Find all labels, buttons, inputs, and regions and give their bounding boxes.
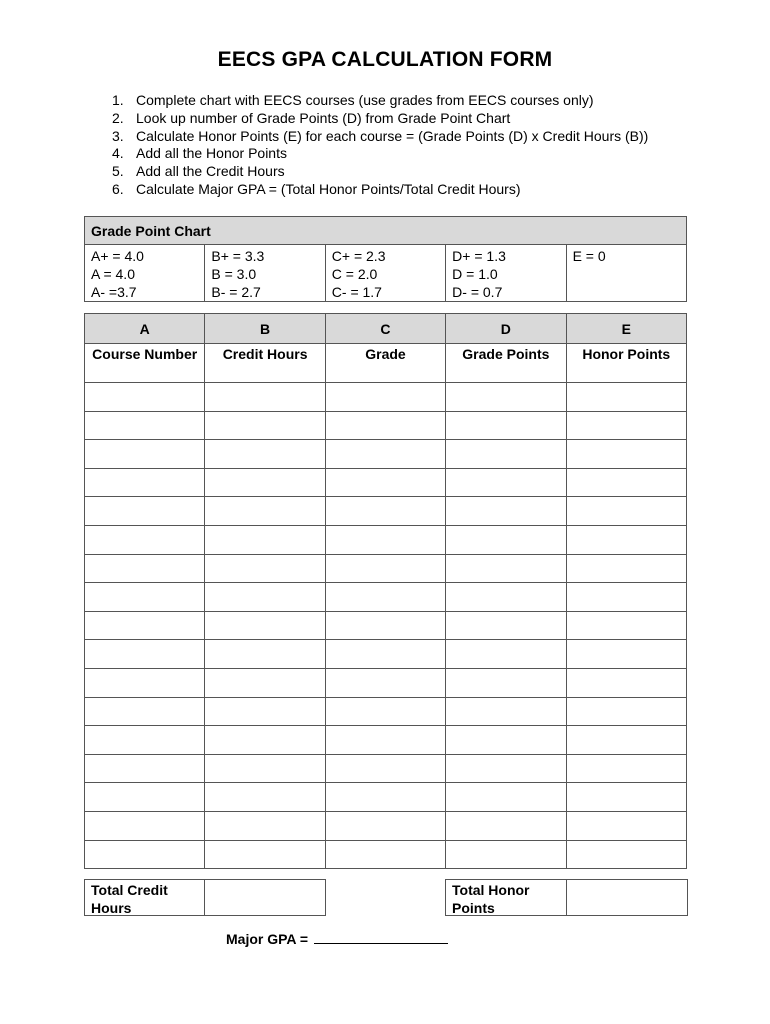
credit-hours-cell[interactable] [205, 726, 325, 755]
grade-points-cell[interactable] [446, 554, 566, 583]
grade-chart-column-a [85, 245, 205, 302]
instruction-item [112, 92, 648, 110]
honor-points-cell[interactable] [566, 668, 686, 697]
table-row [85, 668, 687, 697]
instruction-number: 6. [112, 180, 124, 197]
table-row [85, 811, 687, 840]
credit-hours-cell[interactable] [205, 611, 325, 640]
credit-hours-cell[interactable] [205, 754, 325, 783]
column-letter-b: B [205, 314, 325, 344]
grade-cell[interactable] [325, 468, 445, 497]
column-letter-a: A [85, 314, 205, 344]
table-row [85, 840, 687, 869]
instruction-item [112, 181, 648, 199]
grade-points-cell[interactable] [446, 468, 566, 497]
grade-chart-column-c [325, 245, 445, 302]
grade-value: C+ = 2.3 [331, 248, 386, 264]
credit-hours-cell[interactable] [205, 640, 325, 669]
total-honor-points-label: Total Honor Points [452, 882, 530, 916]
total-credit-hours [84, 879, 326, 916]
course-number-cell[interactable] [85, 383, 205, 412]
total-credit-hours-label: Total Credit Hours [91, 882, 168, 916]
grade-points-cell[interactable] [446, 383, 566, 412]
honor-points-cell[interactable] [566, 697, 686, 726]
grade-value: A = 4.0 [91, 265, 135, 282]
grade-points-header: Grade Points [446, 344, 566, 383]
grade-points-cell[interactable] [446, 497, 566, 526]
honor-points-cell[interactable] [566, 497, 686, 526]
instructions-list [112, 92, 648, 199]
grade-value: B+ = 3.3 [211, 248, 265, 264]
grade-cell[interactable] [325, 840, 445, 869]
grade-cell[interactable] [325, 811, 445, 840]
instruction-item [112, 163, 648, 181]
grade-value: C- = 1.7 [331, 283, 382, 300]
course-number-cell[interactable] [85, 440, 205, 469]
grade-chart-column-e [566, 245, 686, 302]
honor-points-cell[interactable] [566, 440, 686, 469]
credit-hours-cell[interactable] [205, 783, 325, 812]
table-row [85, 411, 687, 440]
grade-cell[interactable] [325, 726, 445, 755]
grade-header: Grade [325, 344, 445, 383]
grade-value: A+ = 4.0 [91, 248, 144, 264]
grade-cell[interactable] [325, 611, 445, 640]
table-row [85, 611, 687, 640]
course-number-cell[interactable] [85, 726, 205, 755]
grade-cell[interactable] [325, 525, 445, 554]
grade-value: A- =3.7 [91, 283, 137, 300]
honor-points-cell[interactable] [566, 525, 686, 554]
grade-cell[interactable] [325, 583, 445, 612]
course-number-cell[interactable] [85, 497, 205, 526]
grade-value: B- = 2.7 [211, 283, 261, 300]
table-row [85, 440, 687, 469]
instruction-text: Calculate Honor Points (E) for each course = (Grade Points (D) x Credit Hours (B)) [136, 127, 649, 144]
grade-cell[interactable] [325, 411, 445, 440]
grade-chart-column-b [205, 245, 325, 302]
table-row [85, 554, 687, 583]
grade-points-cell[interactable] [446, 754, 566, 783]
grade-point-chart-heading: Grade Point Chart [85, 217, 687, 245]
honor-points-cell[interactable] [566, 754, 686, 783]
grade-points-cell[interactable] [446, 440, 566, 469]
grade-point-chart [84, 216, 687, 302]
credit-hours-header: Credit Hours [205, 344, 325, 383]
instruction-text: Look up number of Grade Points (D) from Grade Point Chart [136, 109, 511, 126]
grade-points-cell[interactable] [446, 583, 566, 612]
table-row [85, 783, 687, 812]
table-row [85, 497, 687, 526]
instruction-number: 1. [112, 92, 124, 108]
credit-hours-cell[interactable] [205, 668, 325, 697]
grade-value: D = 1.0 [452, 265, 498, 282]
credit-hours-cell[interactable] [205, 468, 325, 497]
honor-points-cell[interactable] [566, 840, 686, 869]
grade-value: D- = 0.7 [452, 283, 503, 300]
credit-hours-cell[interactable] [205, 554, 325, 583]
honor-points-header: Honor Points [566, 344, 686, 383]
table-row [85, 525, 687, 554]
grade-value: B = 3.0 [211, 265, 257, 282]
course-number-cell[interactable] [85, 554, 205, 583]
grade-cell[interactable] [325, 697, 445, 726]
course-number-cell[interactable] [85, 783, 205, 812]
total-honor-points-field[interactable] [566, 879, 687, 915]
credit-hours-cell[interactable] [205, 583, 325, 612]
total-honor-points [445, 879, 688, 916]
instruction-item [112, 145, 648, 163]
column-letter-d: D [446, 314, 566, 344]
grade-cell[interactable] [325, 754, 445, 783]
honor-points-cell[interactable] [566, 811, 686, 840]
instruction-text: Add all the Honor Points [136, 145, 287, 162]
course-number-cell[interactable] [85, 411, 205, 440]
grade-value: E = 0 [572, 248, 606, 264]
grade-points-cell[interactable] [446, 811, 566, 840]
grade-value: C = 2.0 [331, 265, 378, 282]
honor-points-cell[interactable] [566, 383, 686, 412]
course-number-cell[interactable] [85, 697, 205, 726]
credit-hours-cell[interactable] [205, 697, 325, 726]
total-credit-hours-field[interactable] [204, 879, 325, 915]
instruction-number: 4. [112, 145, 124, 162]
honor-points-cell[interactable] [566, 411, 686, 440]
course-number-cell[interactable] [85, 468, 205, 497]
credit-hours-cell[interactable] [205, 525, 325, 554]
credit-hours-cell[interactable] [205, 383, 325, 412]
instruction-item [112, 128, 648, 146]
credit-hours-cell[interactable] [205, 840, 325, 869]
honor-points-cell[interactable] [566, 726, 686, 755]
major-gpa-label: Major GPA = [226, 931, 309, 947]
grade-points-cell[interactable] [446, 525, 566, 554]
grade-cell[interactable] [325, 440, 445, 469]
course-number-cell[interactable] [85, 754, 205, 783]
grade-cell[interactable] [325, 497, 445, 526]
course-number-cell[interactable] [85, 611, 205, 640]
honor-points-cell[interactable] [566, 783, 686, 812]
table-row [85, 583, 687, 612]
honor-points-cell[interactable] [566, 554, 686, 583]
table-row [85, 754, 687, 783]
grade-points-cell[interactable] [446, 726, 566, 755]
grade-cell[interactable] [325, 668, 445, 697]
course-number-header: Course Number [85, 344, 205, 383]
grade-cell[interactable] [325, 783, 445, 812]
page-title: EECS GPA CALCULATION FORM [217, 48, 553, 71]
grade-points-cell[interactable] [446, 611, 566, 640]
instruction-text: Add all the Credit Hours [136, 163, 285, 180]
grade-points-cell[interactable] [446, 840, 566, 869]
credit-hours-cell[interactable] [205, 497, 325, 526]
honor-points-cell[interactable] [566, 468, 686, 497]
credit-hours-cell[interactable] [205, 811, 325, 840]
course-number-cell[interactable] [85, 640, 205, 669]
table-row [85, 697, 687, 726]
instruction-item [112, 110, 648, 128]
grade-points-cell[interactable] [446, 411, 566, 440]
instruction-number: 3. [112, 127, 124, 144]
column-letter-e: E [566, 314, 686, 344]
grade-points-cell[interactable] [446, 640, 566, 669]
grade-value: D+ = 1.3 [452, 248, 506, 264]
major-gpa-field[interactable] [314, 931, 448, 944]
course-number-cell[interactable] [85, 583, 205, 612]
course-table [84, 313, 687, 869]
instruction-number: 5. [112, 163, 124, 180]
instruction-text: Calculate Major GPA = (Total Honor Points/Total Credit Hours) [136, 180, 521, 197]
grade-points-cell[interactable] [446, 783, 566, 812]
grade-points-cell[interactable] [446, 668, 566, 697]
major-gpa [226, 931, 448, 947]
grade-cell[interactable] [325, 554, 445, 583]
instruction-text: Complete chart with EECS courses (use grades from EECS courses only) [136, 92, 594, 108]
table-row [85, 383, 687, 412]
table-row [85, 468, 687, 497]
grade-cell[interactable] [325, 640, 445, 669]
honor-points-cell[interactable] [566, 611, 686, 640]
honor-points-cell[interactable] [566, 583, 686, 612]
instruction-number: 2. [112, 109, 124, 126]
course-number-cell[interactable] [85, 525, 205, 554]
course-number-cell[interactable] [85, 668, 205, 697]
credit-hours-cell[interactable] [205, 411, 325, 440]
course-number-cell[interactable] [85, 840, 205, 869]
honor-points-cell[interactable] [566, 640, 686, 669]
table-row [85, 726, 687, 755]
grade-cell[interactable] [325, 383, 445, 412]
grade-chart-column-d [446, 245, 566, 302]
grade-points-cell[interactable] [446, 697, 566, 726]
table-row [85, 640, 687, 669]
column-letter-c: C [325, 314, 445, 344]
course-number-cell[interactable] [85, 811, 205, 840]
credit-hours-cell[interactable] [205, 440, 325, 469]
